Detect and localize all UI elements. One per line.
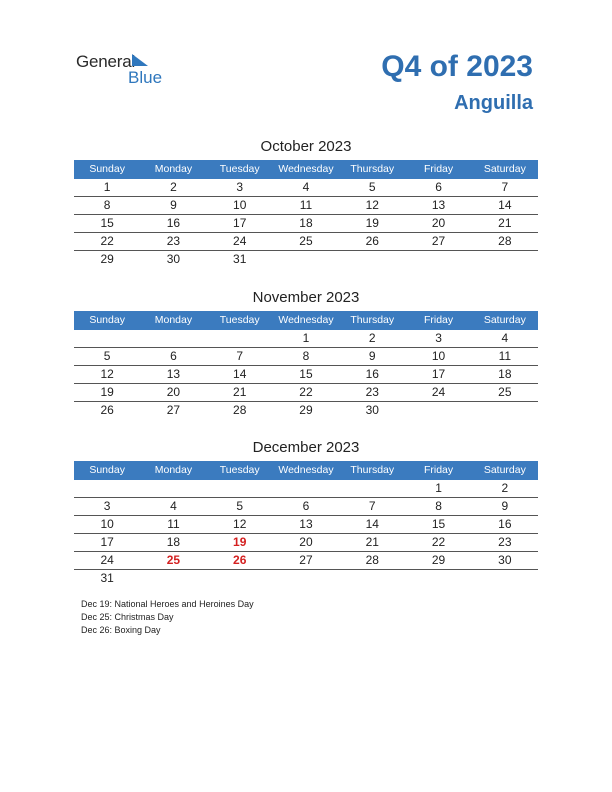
date-cell [339,480,405,497]
date-cell: 24 [233,234,247,248]
date-cell: 10 [100,517,114,531]
holiday-date-cell: 19 [233,535,247,549]
weekday-header [74,311,538,330]
holiday-note: Dec 26: Boxing Day [81,625,161,635]
date-cell: 22 [299,385,313,399]
date-cell: 18 [166,535,181,549]
date-cell [74,480,140,497]
holiday-date-cell: 26 [233,553,247,567]
date-cell [74,330,140,347]
date-cell: 2 [368,331,376,345]
weekday-label: Saturday [483,314,526,326]
weekday-label: Saturday [483,464,526,476]
date-cell: 18 [299,216,313,230]
country-name: Anguilla [454,92,533,114]
week-row [74,251,538,268]
date-cell: 27 [299,553,313,567]
date-cell: 27 [431,234,446,248]
date-cell: 29 [100,252,114,266]
date-cell [405,402,471,419]
weekday-label: Thursday [350,163,395,175]
weekday-label: Wednesday [278,314,334,326]
date-cell: 21 [498,216,512,230]
date-cell: 2 [170,180,177,194]
week-row [74,516,538,534]
date-cell: 8 [302,349,310,363]
date-cell: 13 [299,517,313,531]
date-cell: 3 [103,499,111,513]
weekday-label: Wednesday [278,163,334,175]
date-cell: 1 [302,331,310,345]
date-cell: 22 [431,535,446,549]
date-cell: 12 [233,517,247,531]
date-cell: 12 [100,367,114,381]
date-cell: 26 [365,234,379,248]
date-cell: 19 [100,385,114,399]
weekday-label: Friday [423,163,454,175]
holiday-note: Dec 25: Christmas Day [81,612,174,622]
date-cell: 18 [498,367,512,381]
date-cell [273,570,339,587]
date-cell: 9 [368,349,376,363]
date-cell: 7 [236,349,244,363]
week-row [74,197,538,215]
date-cell: 27 [166,403,181,417]
date-cell: 2 [501,481,509,495]
date-cell [273,251,339,268]
weekday-header [74,461,538,480]
month-calendar [74,137,538,268]
date-cell [207,330,273,347]
date-cell [405,570,471,587]
date-cell: 6 [435,180,442,194]
date-cell: 28 [498,234,512,248]
date-cell [405,251,471,268]
date-cell: 23 [498,535,512,549]
date-cell: 25 [498,385,512,399]
week-row [74,402,538,419]
logo-general-text: General [76,52,136,71]
date-cell: 26 [100,403,114,417]
holiday-note: Dec 19: National Heroes and Heroines Day [81,599,254,609]
date-cell [207,480,273,497]
date-cell: 17 [431,367,446,381]
date-cell [140,480,206,497]
weekday-label: Sunday [89,163,125,175]
date-cell: 23 [365,385,379,399]
weekday-label: Thursday [350,464,395,476]
weekday-label: Thursday [350,314,395,326]
date-cell: 16 [166,216,181,230]
date-cell: 16 [365,367,379,381]
date-cell: 9 [170,198,177,212]
week-row [74,366,538,384]
date-cell: 24 [431,385,446,399]
date-cell: 1 [435,481,442,495]
date-cell [140,570,206,587]
week-row [74,570,538,587]
week-row [74,330,538,348]
week-row [74,179,538,197]
date-cell [339,570,405,587]
weekday-label: Tuesday [219,163,260,175]
date-cell: 11 [299,198,313,212]
date-cell: 20 [299,535,313,549]
date-cell: 8 [435,499,442,513]
date-cell: 11 [167,517,180,531]
date-cell: 24 [100,553,114,567]
date-cell: 29 [431,553,446,567]
date-cell: 30 [365,403,379,417]
date-cell: 11 [498,349,512,363]
logo-blue-text: Blue [128,68,163,87]
month-calendar [74,438,538,587]
date-cell: 9 [501,499,509,513]
month-title: November 2023 [252,289,360,306]
weekday-label: Sunday [89,314,125,326]
weekday-label: Tuesday [219,464,260,476]
date-cell: 28 [365,553,379,567]
date-cell: 5 [368,180,376,194]
date-cell: 21 [233,385,247,399]
date-cell: 5 [103,349,111,363]
date-cell: 7 [501,180,509,194]
date-cell: 1 [103,180,111,194]
week-row [74,498,538,516]
date-cell: 3 [236,180,244,194]
weekday-label: Sunday [89,464,125,476]
week-row [74,552,538,570]
date-cell: 20 [166,385,181,399]
date-cell: 23 [166,234,181,248]
date-cell: 22 [100,234,114,248]
weekday-label: Tuesday [219,314,260,326]
date-cell: 30 [166,252,181,266]
date-cell [472,402,538,419]
logo-triangle-icon [132,54,148,66]
date-cell: 30 [498,553,512,567]
week-row [74,233,538,251]
weekday-header [74,160,538,179]
date-cell: 8 [103,198,111,212]
week-row [74,384,538,402]
date-cell [472,570,538,587]
date-cell: 12 [365,198,379,212]
weekday-label: Monday [154,464,193,476]
date-cell: 7 [368,499,376,513]
holiday-date-cell: 25 [166,553,181,567]
date-cell: 15 [431,517,446,531]
date-cell: 14 [365,517,379,531]
date-cell: 31 [233,252,247,266]
date-cell: 6 [170,349,177,363]
date-cell: 19 [365,216,379,230]
date-cell: 6 [302,499,310,513]
date-cell: 17 [100,535,114,549]
date-cell: 29 [299,403,313,417]
page-title: Q4 of 2023 [381,50,533,83]
date-cell: 5 [236,499,244,513]
date-cell: 15 [100,216,114,230]
date-cell: 3 [435,331,442,345]
weekday-label: Monday [154,163,193,175]
weekday-label: Friday [423,314,454,326]
date-cell: 20 [431,216,446,230]
date-cell: 25 [299,234,313,248]
date-cell: 14 [233,367,247,381]
week-row [74,348,538,366]
date-cell: 16 [498,517,512,531]
date-cell: 13 [166,367,181,381]
date-cell: 4 [302,180,310,194]
weekday-label: Monday [154,314,193,326]
date-cell [207,570,273,587]
date-cell: 21 [365,535,379,549]
date-cell [339,251,405,268]
date-cell: 4 [501,331,509,345]
week-row [74,215,538,233]
date-cell: 4 [170,499,177,513]
date-cell [472,251,538,268]
date-cell: 17 [233,216,247,230]
weekday-label: Saturday [483,163,526,175]
date-cell: 31 [100,571,114,585]
weekday-label: Friday [423,464,454,476]
month-calendar [74,288,538,419]
date-cell [140,330,206,347]
month-title: December 2023 [252,439,360,456]
date-cell: 15 [299,367,313,381]
date-cell: 14 [498,198,512,212]
date-cell: 28 [233,403,247,417]
date-cell: 10 [431,349,446,363]
date-cell: 10 [233,198,247,212]
generalblue-logo [76,52,176,88]
week-row [74,480,538,498]
month-title: October 2023 [260,138,352,155]
holiday-notes [81,598,254,637]
date-cell: 13 [431,198,446,212]
week-row [74,534,538,552]
weekday-label: Wednesday [278,464,334,476]
date-cell [273,480,339,497]
